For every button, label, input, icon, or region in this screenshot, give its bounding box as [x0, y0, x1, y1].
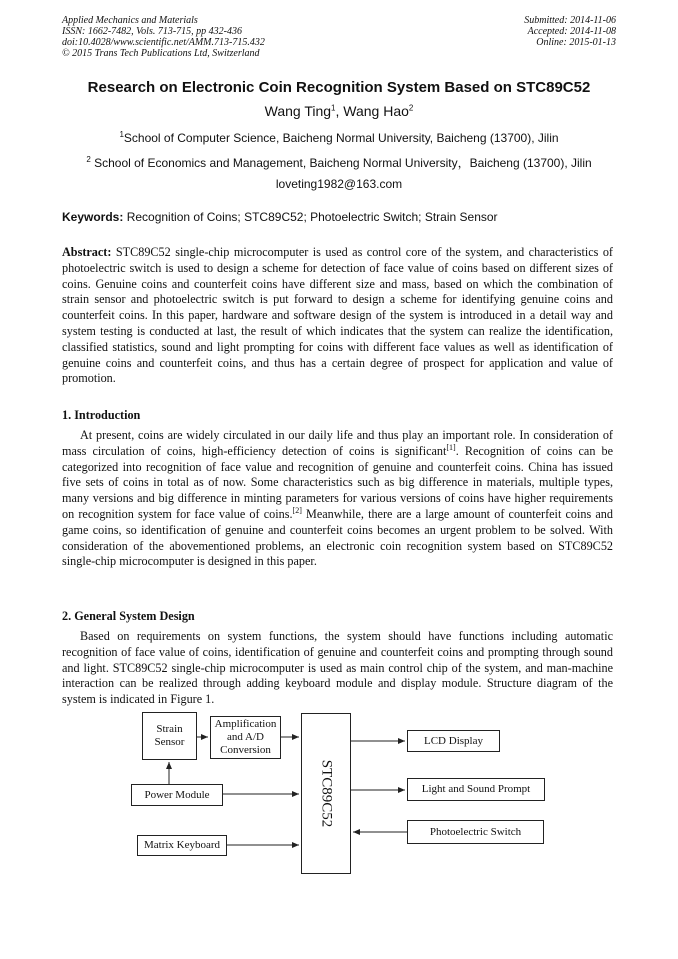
- abstract-text: STC89C52 single-chip microcomputer is used as control core of the system, and characteristics of photoelectric switch is used to design a scheme for detection of face value of coins based on different sizes of coins. Genuine coins and counterfeit coins have different size and mass, based on which the combination of strain sensor and photoelectric switch is put forward to design a scheme for identifying genuine coins and counterfeit coins. In this paper, hardware and software design of the system is introduced in a detail way and system testing is conducted at last, the result of which indicates that the system can realize the identification, classified statistics, sound and light prompting for coins with different face values as well as identification of genuine coins and counterfeit coins, and thus has a certain degree of prospect for application and value of promotion.: [62, 245, 613, 386]
- light-sound-prompt-box: [407, 778, 545, 801]
- power-module-box: [131, 784, 223, 806]
- power-module-label: Power Module: [144, 788, 210, 801]
- lcd-display-label: LCD Display: [424, 734, 483, 747]
- online-date: Online: 2015-01-13: [536, 37, 616, 48]
- amplification-box: [210, 716, 281, 759]
- abstract-label: Abstract:: [62, 245, 112, 259]
- photoelectric-switch-box: [407, 820, 544, 844]
- affiliation-2-marker: 2: [86, 155, 91, 164]
- intro-text-3: Meanwhile, there are a large amount of counterfeit coins and game coins, so identification of genuine and counterfeit coins becomes an urgent problem to be solved. With consideration of the abovementioned problems, an electronic coin recognition system based on STC89C52 single-chip microcomputer is designed in this paper.: [62, 506, 613, 569]
- citation-2: [2]: [292, 505, 302, 515]
- intro-text-1: At present, coins are widely circulated in our daily life and thus play an important role. In consideration of mass circulation of coins, high-efficiency detection of coins is significant: [62, 428, 613, 458]
- mcu-label: STC89C52: [318, 759, 335, 828]
- journal-name: Applied Mechanics and Materials: [62, 15, 198, 26]
- strain-sensor-label-1: Strain: [156, 723, 183, 735]
- author-1: Wang Ting: [264, 103, 332, 119]
- strain-sensor-box: [142, 712, 197, 760]
- affiliation-2-text: School of Economics and Management, Baicheng Normal University，Baicheng (13700), Jilin: [90, 156, 592, 170]
- matrix-keyboard-box: [137, 835, 227, 856]
- paper-title: Research on Electronic Coin Recognition System Based on STC89C52: [87, 79, 591, 96]
- journal-doi: doi:10.4028/www.scientific.net/AMM.713-715.432: [62, 37, 265, 48]
- section-1-heading: 1. Introduction: [62, 408, 141, 422]
- accepted-date: Accepted: 2014-11-08: [527, 26, 616, 37]
- strain-sensor-label-2: Sensor: [154, 736, 185, 748]
- journal-issn: ISSN: 1662-7482, Vols. 713-715, pp 432-436: [62, 26, 242, 37]
- amplification-label-1: Amplification: [214, 718, 277, 730]
- affiliation-1-text: School of Computer Science, Baicheng Normal University, Baicheng (13700), Jilin: [123, 131, 559, 145]
- amplification-label-2: and A/D: [227, 731, 264, 743]
- lcd-display-box: [407, 730, 500, 752]
- mcu-label-wrap: [301, 713, 351, 874]
- intro-text-2: . Recognition of coins can be categorized into recognition of face value and recognition of genuine and counterfeit coins. China has issued five sets of coins in total as of now. Some characteristics such as big difference in materials, multiple types, many versions and big difference in minting parameters for various versions of coins have higher requirements on recognition system for face value of coins.: [62, 443, 613, 521]
- photoelectric-switch-label: Photoelectric Switch: [429, 825, 522, 838]
- author-separator: ,: [335, 103, 344, 119]
- submitted-date: Submitted: 2014-11-06: [524, 15, 616, 26]
- section-2-heading: 2. General System Design: [62, 609, 195, 623]
- light-sound-prompt-label: Light and Sound Prompt: [421, 783, 531, 795]
- affiliation-1-marker: 1: [119, 130, 124, 139]
- author-2-affil: 2: [408, 103, 414, 113]
- citation-1: [1]: [446, 442, 456, 452]
- keywords-label: Keywords:: [62, 210, 124, 224]
- amplification-label-3: Conversion: [220, 744, 271, 756]
- journal-copyright: © 2015 Trans Tech Publications Ltd, Switzerland: [62, 48, 260, 59]
- matrix-keyboard-label: Matrix Keyboard: [143, 839, 221, 851]
- keywords-text: Recognition of Coins; STC89C52; Photoelectric Switch; Strain Sensor: [123, 210, 498, 224]
- author-email: loveting1982@163.com: [275, 177, 403, 191]
- author-2: Wang Hao: [343, 103, 409, 119]
- author-1-affil: 1: [331, 103, 336, 113]
- system-design-paragraph: Based on requirements on system functions, the system should have functions including automatic recognition of face value of coins, identification of genuine and counterfeit coins and prompting through sound and light. STC89C52 single-chip microcomputer is used as main control chip of the system, and man-machine interaction can be realized through adding keyboard module and display module. Structure diagram of the system is indicated in Figure 1.: [62, 629, 613, 707]
